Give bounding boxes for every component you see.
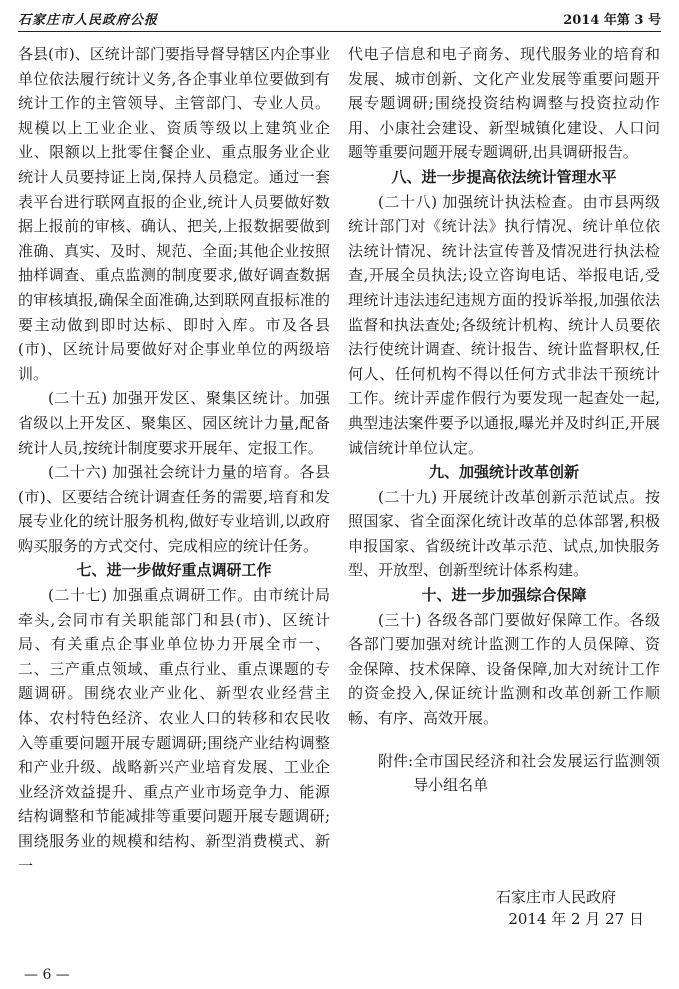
issuing-organization: 石家庄市人民政府: [495, 888, 616, 906]
paragraph: 各县(市)、区统计部门要指导督导辖区内企事业单位依法履行统计义务,各企事业单位要做到有统计工作的主管领导、主管部门、专业人员。规模以上工业企业、资质等级以上建筑业企业、限额以上批零住餐企业、重点服务业企业统计人员要持证上岗,保持人员稳定。通过一套表平台进行联网直报的企业,统计人员要做好数据上报前的审核、确认、把关,上报数据要做到准确、真实、及时、规范、全面;其他企业按照抽样调查、重点监测的制度要求,做好调查数据的审核填报,确保全面准确,达到联网直报标准的要主动做到即时达标、即时入库。市及各县(市)、区统计局要做好对企事业单位的两级培训。: [18, 45, 330, 383]
attachment-label: 附件:: [378, 751, 414, 770]
paragraph-25: (二十五) 加强开发区、聚集区统计。加强省级以上开发区、聚集区、园区统计力量,配备统计人员,按统计制度要求开展年、定报工作。: [18, 389, 330, 457]
section-heading-9: 九、加强统计改革创新: [428, 463, 579, 482]
attachment-text: 全市国民经济和社会发展运行监测领导小组名单: [413, 751, 660, 795]
right-column: [348, 42, 660, 798]
paragraph-28: (二十八) 加强统计执法检查。由市县两级统计部门对《统计法》执行情况、统计单位依法统计情况、统计法宣传普及情况进行执法检查,开展全员执法;设立咨询电话、举报电话,受理统计违法违纪违规方面的投诉举报,加强依法监督和执法查处;各级统计机构、统计人员要依法行使统计调查、统计报告、统计监督职权,任何人、任何机构不得以任何方式非法干预统计工作。统计弄虚作假行为要发现一起查处一起,典型违法案件要予以通报,曝光并及时纠正,开展诚信统计单位认定。: [348, 192, 660, 457]
section-heading-7: 七、进一步做好重点调研工作: [76, 561, 272, 580]
paragraph-27: (二十七) 加强重点调研工作。由市统计局牵头,会同市有关职能部门和县(市)、区统计局、有关重点企事业单位协力开展全市一、二、三产重点领域、重点行业、重点课题的专题调研。围绕农业产业化、新型农业经营主体、农村特色经济、农业人口的转移和农民收入等重要问题开展专题调研;围绕产业结构调整和产业升级、战略新兴产业培育发展、工业企业经济效益提升、重点产业市场竞争力、能源结构调整和节能减排等重要问题开展专题调研;围绕服务业的规模和结构、新型消费模式、新一: [18, 586, 330, 875]
paragraph: 代电子信息和电子商务、现代服务业的培育和发展、城市创新、文化产业发展等重要问题开展专题调研;围绕投资结构调整与投资拉动作用、小康社会建设、新型城镇化建设、人口问题等重要问题开展专题调研,出具调研报告。: [348, 45, 660, 162]
left-column: [18, 42, 330, 878]
page-header: [18, 6, 661, 28]
paragraph-29: (二十九) 开展统计改革创新示范试点。按照国家、省全面深化统计改革的总体部署,积极申报国家、省级统计改革示范、试点,加快服务型、开放型、创新型统计体系构建。: [348, 487, 660, 580]
header-rule: [18, 31, 661, 32]
page-number: — 6 —: [24, 967, 70, 983]
section-heading-10: 十、进一步加强综合保障: [421, 586, 587, 605]
paragraph-30: (三十) 各级各部门要做好保障工作。各级各部门要加强对统计监测工作的人员保障、资金保障、技术保障、设备保障,加大对统计工作的资金投入,保证统计监测和改革创新工作顺畅、有序、高效开展。: [348, 610, 660, 728]
issue-number: 2014 年第 3 号: [563, 13, 661, 28]
section-heading-8: 八、进一步提高依法统计管理水平: [391, 167, 617, 186]
issue-date: 2014 年 2 月 27 日: [508, 910, 644, 928]
signature-block: [348, 886, 644, 930]
attachment-note: [348, 749, 660, 798]
paragraph-26: (二十六) 加强社会统计力量的培育。各县(市)、区要结合统计调查任务的需要,培育和发展专业化的统计服务机构,做好专业培训,以政府购买服务的方式交付、完成相应的统计任务。: [18, 463, 330, 555]
publication-title: 石家庄市人民政府公报: [18, 13, 159, 28]
